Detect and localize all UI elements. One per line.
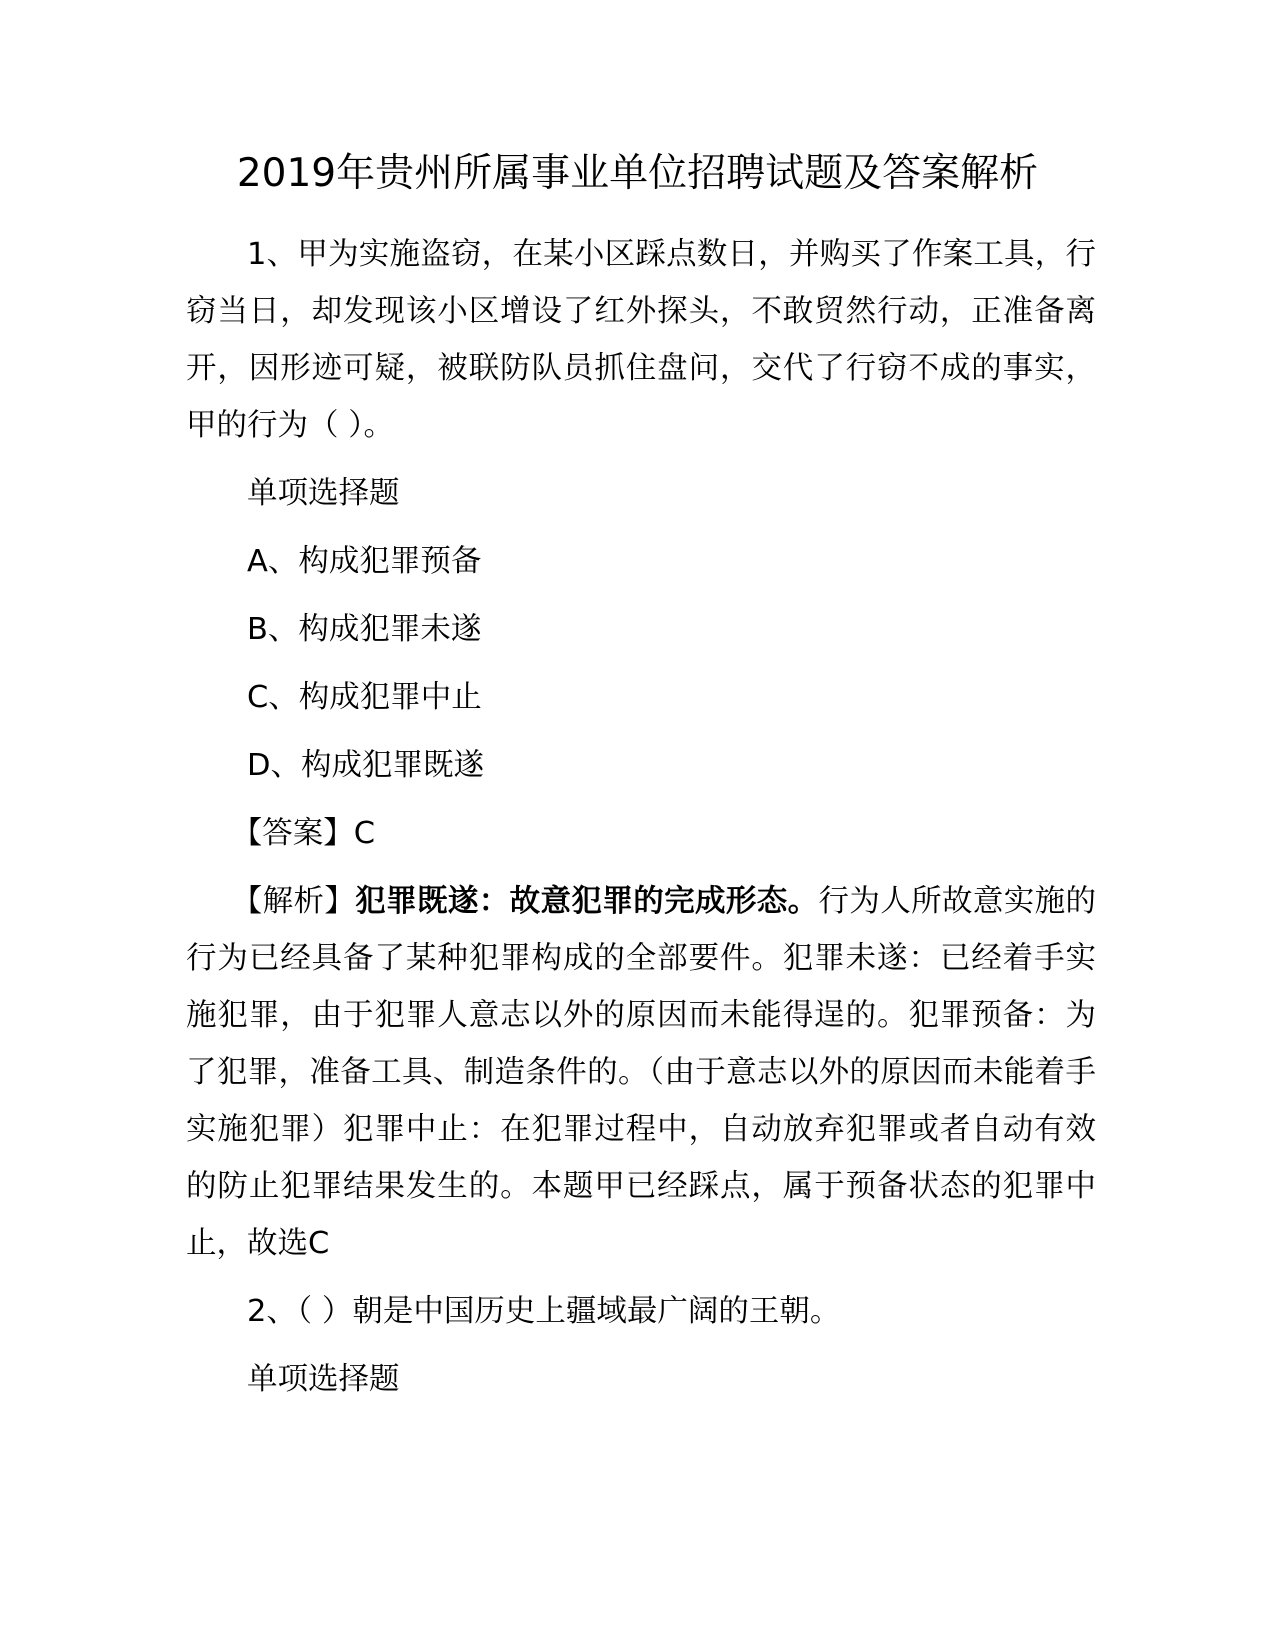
document-title: 2019年贵州所属事业单位招聘试题及答案解析: [236, 151, 1039, 196]
spacer: [186, 658, 1096, 669]
question-1-option-a: A、构成犯罪预备: [247, 544, 482, 579]
document-body: [186, 226, 1096, 1408]
spacer: [186, 522, 1096, 533]
question-2-stem: 2、（ ）朝是中国历史上疆域最广阔的王朝。: [247, 1294, 841, 1329]
spacer: [186, 862, 1096, 873]
question-1-answer: [186, 805, 1096, 862]
question-1-option-c: C、构成犯罪中止: [247, 680, 482, 715]
spacer: [186, 726, 1096, 737]
analysis-bold-text: 犯罪既遂：故意犯罪的完成形态。: [355, 884, 819, 919]
answer-label: 【答案】: [231, 816, 354, 851]
question-1-analysis: [186, 873, 1096, 1272]
question-1-option-b: B、构成犯罪未遂: [247, 612, 482, 647]
question-1-type: 单项选择题: [247, 476, 400, 511]
spacer: [186, 794, 1096, 805]
question-1-stem: 1、甲为实施盗窃，在某小区踩点数日，并购买了作案工具，行窃当日，却发现该小区增设了红外探头，不敢贸然行动，正准备离开，因形迹可疑，被联防队员抓住盘问，交代了行窃不成的事实，甲的行为（ ）。: [186, 237, 1096, 443]
spacer: [186, 1272, 1096, 1283]
spacer: [186, 454, 1096, 465]
spacer: [186, 1340, 1096, 1351]
question-1-option-d: D、构成犯罪既遂: [247, 748, 484, 783]
spacer: [186, 590, 1096, 601]
question-2-type: 单项选择题: [247, 1362, 400, 1397]
analysis-label: 【解析】: [231, 884, 356, 919]
analysis-text: 行为人所故意实施的行为已经具备了某种犯罪构成的全部要件。犯罪未遂：已经着手实施犯罪，由于犯罪人意志以外的原因而未能得逞的。犯罪预备：为了犯罪，准备工具、制造条件的。（由于意志以外的原因而未能着手实施犯罪）犯罪中止：在犯罪过程中，自动放弃犯罪或者自动有效的防止犯罪结果发生的。本题甲已经踩点，属于预备状态的犯罪中止，故选C: [186, 884, 1097, 1261]
answer-value: C: [353, 816, 376, 851]
